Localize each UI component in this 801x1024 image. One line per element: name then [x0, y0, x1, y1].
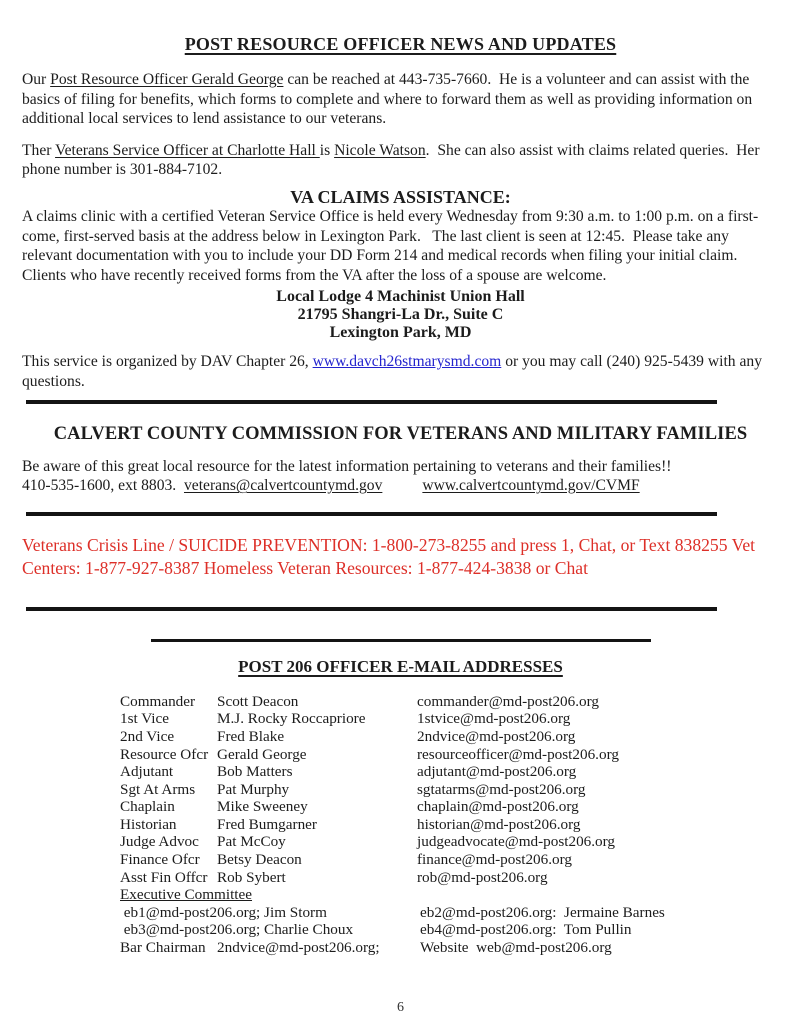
officer-role: Adjutant [120, 763, 174, 781]
officers-title: POST 206 OFFICER E-MAIL ADDRESSES [238, 656, 563, 676]
text-segment: . She can also assist with claims related queries. Her phone number is 301-884-7102. [22, 141, 764, 179]
address-line: Local Lodge 4 Machinist Union Hall [276, 288, 525, 306]
committee-right-entry: eb2@md-post206.org: Jermaine Barnes [420, 903, 665, 921]
officer-email: 1stvice@md-post206.org [417, 710, 571, 728]
committee-right-entry: Website web@md-post206.org [420, 939, 612, 957]
officer-name: Scott Deacon [217, 692, 299, 710]
committee-left-entry: eb1@md-post206.org; Jim Storm [120, 903, 327, 921]
section-divider [26, 607, 717, 611]
union-hall-address [22, 288, 779, 342]
officer-role: Commander [120, 692, 196, 710]
dav-service-paragraph [22, 352, 779, 391]
committee-row [120, 904, 779, 922]
officer-email: 2ndvice@md-post206.org [417, 727, 576, 745]
officer-row [120, 798, 779, 816]
officer-name: Pat Murphy [217, 780, 290, 798]
resource-officer-paragraph [22, 70, 779, 129]
calvert-paragraph [22, 457, 779, 496]
officer-name: Mike Sweeney [217, 798, 308, 816]
text-segment: or you may call (240) 925-5439 with any questions. [22, 353, 766, 390]
charlotte-hall-paragraph [22, 141, 779, 180]
executive-committee-label: Executive Committee [120, 886, 253, 904]
section-divider [26, 512, 717, 516]
officer-row [120, 851, 779, 869]
committee-right-entry: eb4@md-post206.org: Tom Pullin [420, 921, 632, 939]
officer-email: chaplain@md-post206.org [417, 798, 579, 816]
officer-name: Fred Blake [217, 727, 285, 745]
committee-rows [120, 904, 779, 957]
address-line: 21795 Shangri-La Dr., Suite C [297, 306, 504, 324]
committee-left-entry: Bar Chairman 2ndvice@md-post206.org; [120, 939, 380, 957]
officer-name: Betsy Deacon [217, 851, 302, 869]
officer-role: 2nd Vice [120, 727, 175, 745]
calvert-website-link[interactable]: www.calvertcountymd.gov/CVMF [422, 477, 640, 495]
officer-role: Judge Advoc [120, 833, 199, 851]
officer-email: rob@md-post206.org [417, 868, 548, 886]
officer-role: 1st Vice [120, 710, 170, 728]
va-claims-title: VA CLAIMS ASSISTANCE: [290, 186, 511, 207]
executive-committee-section [120, 886, 779, 956]
text-segment: Ther [22, 141, 56, 159]
officer-email: historian@md-post206.org [417, 815, 581, 833]
officer-email: commander@md-post206.org [417, 692, 600, 710]
officer-email: resourceofficer@md-post206.org [417, 745, 619, 763]
officer-name: Pat McCoy [217, 833, 286, 851]
officer-row [120, 746, 779, 764]
charlotte-hall-underline: Veterans Service Officer at Charlotte Hall [55, 141, 320, 159]
officer-row [120, 816, 779, 834]
officer-row [120, 763, 779, 781]
officer-name: Gerald George [217, 745, 307, 763]
crisis-line-text: Veterans Crisis Line / SUICIDE PREVENTION: 1-800-273-8255 and press 1, Chat, or Text 838255 Vet Centers: 1-877-927-8387 Homeless Veteran Resources: 1-877-424-3838 or Chat [22, 534, 760, 579]
calvert-phone: 410-535-1600, ext 8803. [22, 477, 184, 495]
nicole-watson-underline: Nicole Watson [334, 141, 426, 159]
text-segment: Our [22, 71, 51, 88]
officer-name: Fred Bumgarner [217, 815, 317, 833]
text-segment: This service is organized by DAV Chapter 26, [22, 353, 313, 371]
officer-row [120, 710, 779, 728]
page-number: 6 [397, 1000, 404, 1015]
officer-name: Rob Sybert [217, 868, 286, 886]
committee-row [120, 939, 779, 957]
calvert-commission-title: CALVERT COUNTY COMMISSION FOR VETERANS AND MILITARY FAMILIES [53, 423, 748, 444]
text-segment: can be reached at 443-735-7660. He is a volunteer and can assist with the basics of filing for benefits, which forms to complete and where to forward them as well as providing information on additional local services to lend assistance to our veterans. [22, 71, 757, 128]
officer-row [120, 869, 779, 887]
committee-left-entry: eb3@md-post206.org; Charlie Choux [120, 921, 354, 939]
officer-role: Asst Fin Offcr [120, 868, 208, 886]
text-segment: is [319, 141, 335, 159]
dav-website-link[interactable]: www.davch26stmarysmd.com [312, 353, 502, 371]
gerald-george-underline: Post Resource Officer Gerald George [50, 71, 284, 88]
officer-row [120, 833, 779, 851]
officer-row [120, 728, 779, 746]
officer-email: sgtatarms@md-post206.org [417, 780, 586, 798]
officer-role: Historian [120, 815, 177, 833]
officer-email: adjutant@md-post206.org [417, 763, 577, 781]
officer-role: Sgt At Arms [120, 780, 196, 798]
officer-role: Resource Ofcr [120, 745, 209, 763]
officer-role: Chaplain [120, 798, 175, 816]
calvert-email-link[interactable]: veterans@calvertcountymd.gov [183, 477, 383, 495]
officer-name: Bob Matters [217, 763, 293, 781]
va-claims-paragraph: A claims clinic with a certified Veteran Service Office is held every Wednesday from 9:30 a.m. to 1:00 p.m. on a first-come, first-served basis at the address below in Lexington Park. The last client is seen at 12:45. Please take any relevant documentation with you to include your DD Form 214 and medical records when filing your initial claim. Clients who have recently received forms from the VA after the loss of a spouse are welcome. [22, 207, 759, 284]
officer-email: judgeadvocate@md-post206.org [417, 833, 616, 851]
officer-role: Finance Ofcr [120, 851, 200, 869]
officer-email: finance@md-post206.org [417, 851, 573, 869]
section-divider [26, 400, 717, 404]
committee-row [120, 921, 779, 939]
officer-table [120, 693, 779, 887]
officer-row [120, 693, 779, 711]
page-title: POST RESOURCE OFFICER NEWS AND UPDATES [184, 34, 617, 54]
address-line: Lexington Park, MD [329, 324, 472, 342]
officer-name: M.J. Rocky Roccapriore [217, 710, 366, 728]
short-divider [151, 639, 651, 642]
text-segment: Be aware of this great local resource for the latest information pertaining to veterans and their families!! [22, 457, 672, 475]
officer-row [120, 781, 779, 799]
